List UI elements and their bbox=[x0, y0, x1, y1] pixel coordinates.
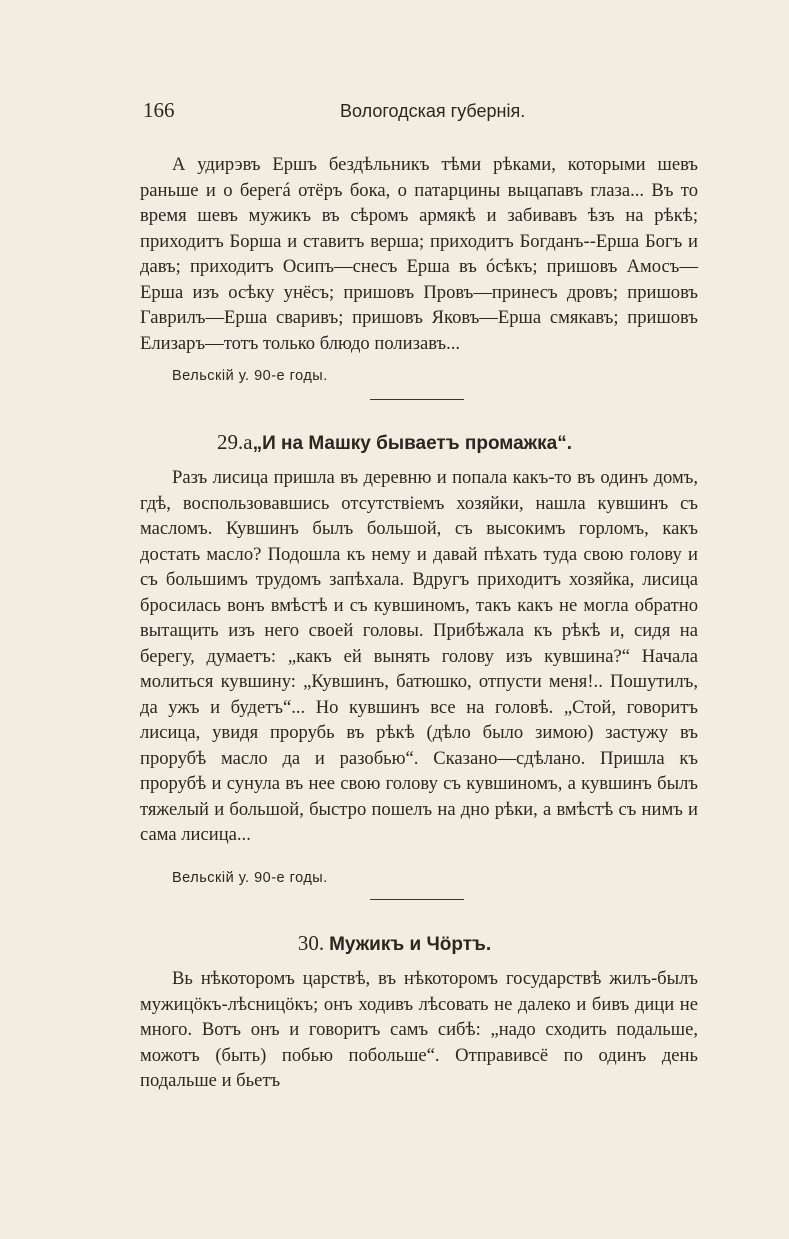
tale-29a-paragraph bbox=[140, 465, 698, 848]
page-header bbox=[143, 98, 703, 128]
section-divider bbox=[370, 399, 464, 400]
place-note: Вельскій у. 90-е годы. bbox=[172, 368, 328, 384]
section-number: 29.а bbox=[217, 430, 253, 454]
section-heading-30 bbox=[0, 931, 789, 956]
page-number: 166 bbox=[143, 98, 175, 122]
section-divider bbox=[370, 899, 464, 900]
tale-ending-paragraph bbox=[140, 152, 698, 356]
section-heading-29a bbox=[0, 430, 789, 455]
paragraph: Вь нѣкоторомъ царствѣ, въ нѣкоторомъ государствѣ жилъ-былъ мужицöкъ-лѣсницöкъ; онъ ходивъ лѣсовать не далеко и бивъ дици не много. Вотъ онъ и говоритъ самъ сибѣ: „надо сходить подальше, можотъ (быть) побью побольше“. Отправивсё по одинъ день подальше и бьетъ bbox=[140, 968, 698, 1091]
running-title: Вологодская губернія. bbox=[340, 101, 526, 121]
tale-30-paragraph bbox=[140, 966, 698, 1094]
paragraph: А удирэвъ Ершъ бездѣльникъ тѣми рѣками, которыми шевъ раньше и о берегá отёръ бока, о патарцины выцапавъ глаза... Въ то время шевъ мужикъ въ сѣромъ армякѣ и забивавъ ѣзъ на рѣкѣ; приходитъ Борша и ставитъ верша; приходитъ Богданъ--Ерша Богъ и давъ; приходитъ Осипъ—снесъ Ерша въ óсѣкъ; пришовъ Амосъ—Ерша изъ осѣку унёсъ; пришовъ Провъ—принесъ дровъ; пришовъ Гаврилъ—Ерша сваривъ; пришовъ Яковъ—Ерша смякавъ; пришовъ Елизаръ—тотъ только блюдо полизавъ... bbox=[140, 154, 698, 354]
place-note: Вельскій у. 90-е годы. bbox=[172, 870, 328, 886]
section-number: 30. bbox=[297, 931, 325, 955]
paragraph: Разъ лисица пришла въ деревню и попала какъ-то въ одинъ домъ, гдѣ, воспользовавшись отсутствіемъ хозяйки, нашла кувшинъ съ масломъ. Кувшинъ былъ большой, съ высокимъ горломъ, какъ достать масло? Подошла къ нему и давай пѣхать туда свою голову и съ большимъ трудомъ запѣхала. Вдругъ приходитъ хозяйка, лисица бросилась вонъ вмѣстѣ и съ кувшиномъ, такъ какъ не могла обратно вытащить изъ него своей головы. Прибѣжала къ рѣкѣ и, сидя на берегу, думаетъ: „какъ ей вынять голову изъ кувшина?“ Начала молиться кувшину: „Кувшинъ, батюшко, отпусти меня!.. Пошутилъ, да ужъ и будетъ“... Но кувшинъ все на головѣ. „Стой, говоритъ лисица, увидя прорубь въ рѣкѣ (дѣло было зимою) застужу въ прорубѣ масло да и разобью“. Сказано—сдѣлано. Пришла къ прорубѣ и сунула въ нее свою голову съ кувшиномъ, а кувшинъ былъ тяжелый и большой, быстро пошелъ на дно рѣки, а вмѣстѣ съ нимъ и сама лисица... bbox=[140, 467, 698, 845]
section-title: „И на Машку бываетъ промажка“. bbox=[252, 433, 572, 454]
section-title: Мужикъ и Чöртъ. bbox=[329, 934, 492, 955]
